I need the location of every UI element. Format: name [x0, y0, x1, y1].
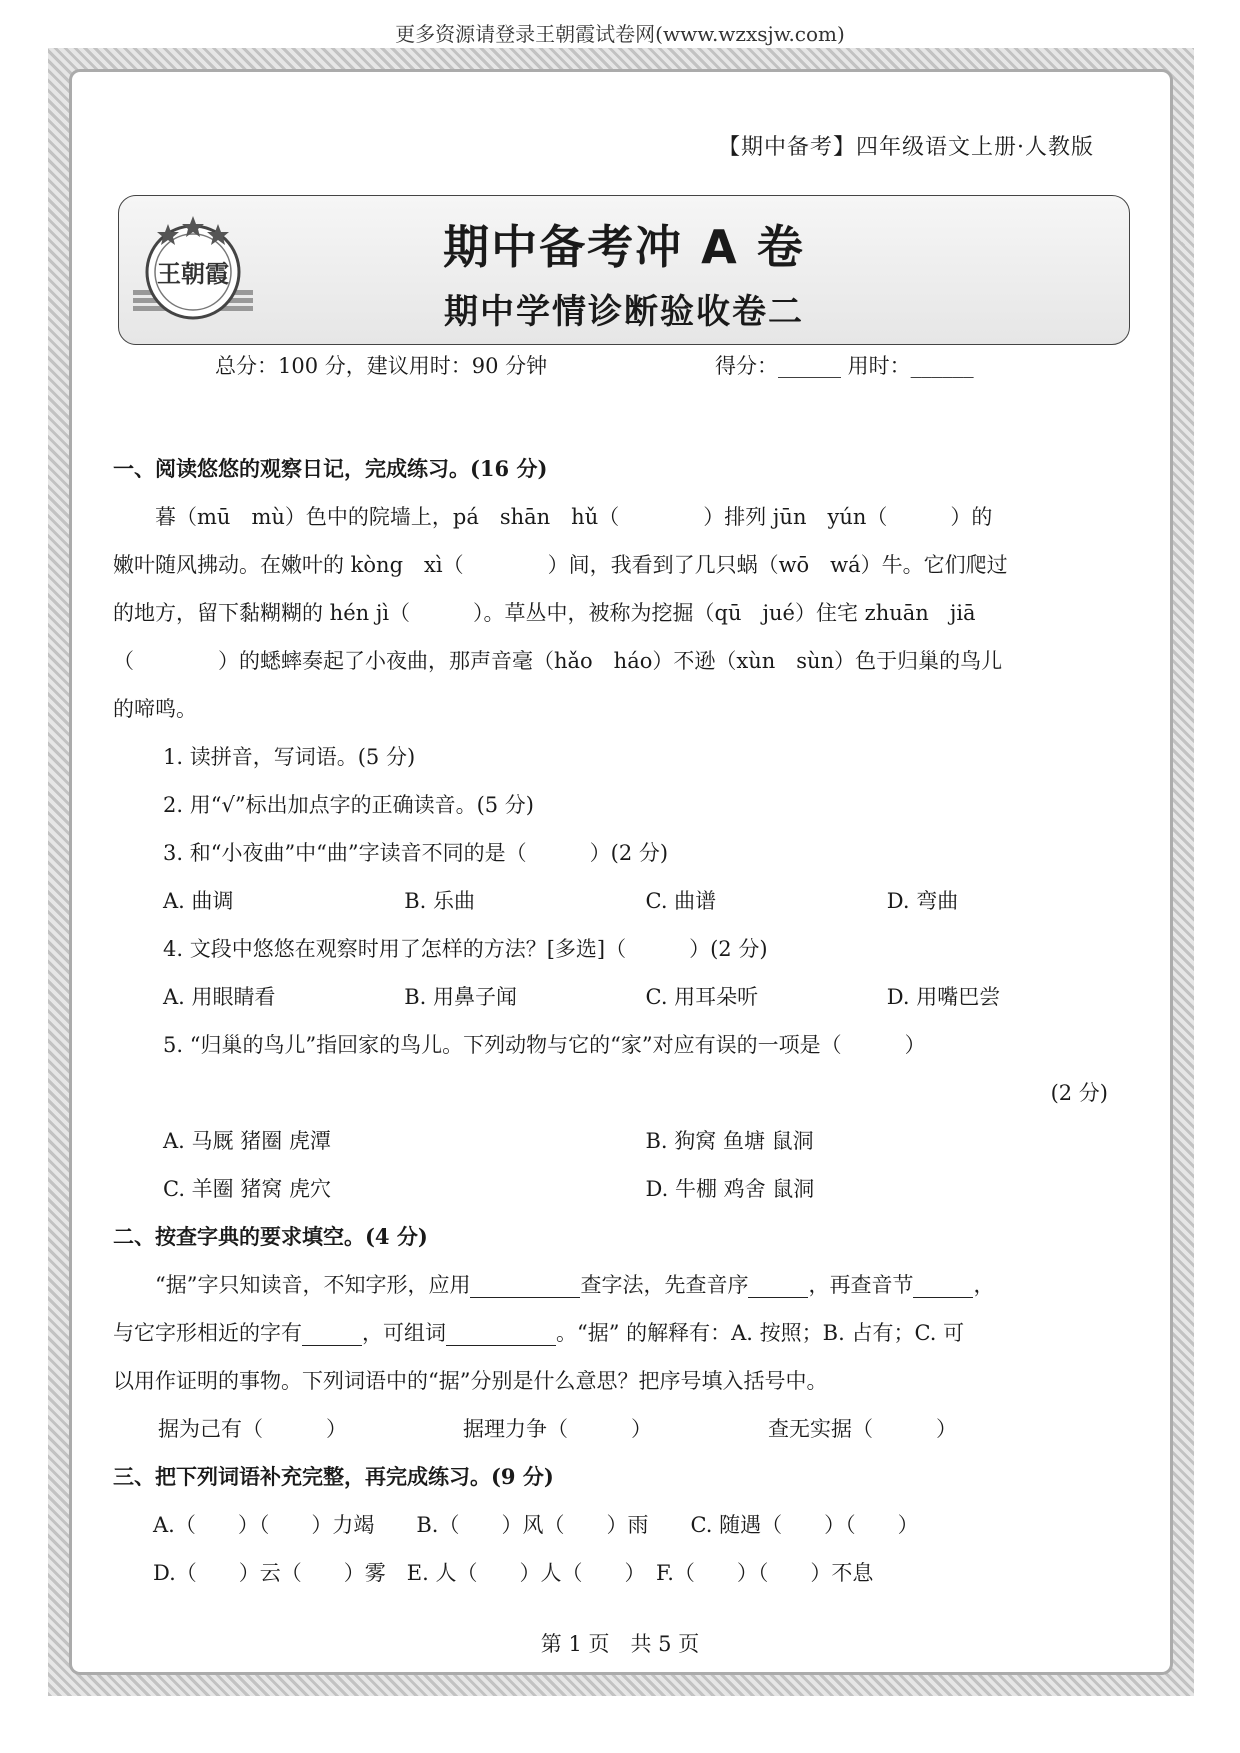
question-3: 3. 和“小夜曲”中“曲”字读音不同的是（ ）(2 分) [163, 841, 669, 865]
dictionary-line-1: “据”字只知读音，不知字形，应用 查字法，先查音序 ，再查音节 ， [155, 1273, 995, 1297]
item-3: 查无实据（ ） [768, 1417, 957, 1441]
blank-lookup-method[interactable] [470, 1275, 580, 1298]
blank-syllable[interactable] [913, 1275, 973, 1298]
q3-option-d: D. 弯曲 [886, 889, 959, 913]
reading-line-1: 暮（mū mù）色中的院墙上，pá shān hǔ（ ）排列 jūn yún（ ）的 [155, 505, 993, 529]
score-time-fields: 得分：______ 用时：______ [715, 354, 974, 378]
section1-heading: 一、阅读悠悠的观察日记，完成练习。(16 分) [113, 456, 548, 481]
blank-similar-char[interactable] [302, 1323, 362, 1346]
q5-option-c: C. 羊圈 猪窝 虎穴 [163, 1177, 332, 1201]
reading-line-3: 的地方，留下黏糊糊的 hén jì（ ）。草丛中，被称为挖掘（qū jué）住宅 zhuān jiā [113, 601, 976, 625]
q3-option-c: C. 曲谱 [645, 889, 717, 913]
question-3-options [113, 877, 1128, 925]
section2-heading: 二、按查字典的要求填空。(4 分) [113, 1224, 428, 1249]
q4-option-d: D. 用嘴巴尝 [886, 985, 1001, 1009]
dictionary-line-3: 以用作证明的事物。下列词语中的“据”分别是什么意思？把序号填入括号中。 [113, 1369, 828, 1393]
q4-option-c: C. 用耳朵听 [645, 985, 759, 1009]
q5-option-a: A. 马厩 猪圈 虎潭 [163, 1129, 331, 1153]
logo-text: 王朝霞 [157, 259, 229, 288]
title-main: 期中备考冲 A 卷 [443, 220, 805, 274]
q5-option-b: B. 狗窝 鱼塘 鼠洞 [645, 1129, 814, 1153]
exam-content [113, 445, 1128, 1597]
dictionary-line-2: 与它字形相近的字有 ，可组词 。“据” 的解释有：A. 按照；B. 占有；C. 可 [113, 1321, 965, 1345]
blank-initial[interactable] [748, 1275, 808, 1298]
edition-label: 【期中备考】四年级语文上册·人教版 [718, 135, 1094, 160]
title-sub: 期中学情诊断验收卷二 [444, 292, 804, 332]
q5-option-d: D. 牛棚 鸡舍 鼠洞 [645, 1177, 815, 1201]
section3-heading: 三、把下列词语补充完整，再完成练习。(9 分) [113, 1464, 554, 1489]
q3-option-a: A. 曲调 [163, 889, 234, 913]
question-4-options [113, 973, 1128, 1021]
question-5-options-row2 [113, 1165, 1128, 1213]
idiom-line-2: D.（ ）云（ ）雾 E. 人（ ）人（ ） F.（ ）（ ）不息 [153, 1561, 874, 1585]
idiom-line-1: A.（ ）（ ）力竭 B.（ ）风（ ）雨 C. 随遇（ ）（ ） [153, 1513, 919, 1537]
item-1: 据为己有（ ） [158, 1417, 347, 1441]
blank-compound-word[interactable] [446, 1323, 556, 1346]
question-2: 2. 用“√”标出加点字的正确读音。(5 分) [163, 793, 534, 817]
dictionary-items [113, 1405, 1128, 1453]
reading-line-5: 的啼鸣。 [113, 697, 197, 721]
title-box [118, 195, 1130, 345]
total-score-text: 总分：100 分，建议用时：90 分钟 [215, 354, 548, 378]
reading-line-2: 嫩叶随风拂动。在嫩叶的 kòng xì（ ）间，我看到了几只蜗（wō wá）牛。它们爬过 [113, 553, 1008, 577]
question-5-options-row1 [113, 1117, 1128, 1165]
q3-option-b: B. 乐曲 [404, 889, 476, 913]
question-5-score: (2 分) [1050, 1081, 1108, 1105]
q4-option-b: B. 用鼻子闻 [404, 985, 518, 1009]
question-5: 5. “归巢的鸟儿”指回家的鸟儿。下列动物与它的“家”对应有误的一项是（ ） [163, 1033, 926, 1057]
page-footer: 第 1 页 共 5 页 [540, 1632, 700, 1656]
question-1: 1. 读拼音，写词语。(5 分) [163, 745, 416, 769]
item-2: 据理力争（ ） [463, 1417, 652, 1441]
q4-option-a: A. 用眼睛看 [163, 985, 276, 1009]
question-4: 4. 文段中悠悠在观察时用了怎样的方法？[多选]（ ）(2 分) [163, 937, 768, 961]
reading-line-4: （ ）的蟋蟀奏起了小夜曲，那声音毫（hǎo háo）不逊（xùn sùn）色于归巢的鸟儿 [113, 649, 1003, 673]
top-banner: 更多资源请登录王朝霞试卷网(www.wzxsjw.com) [395, 22, 845, 46]
